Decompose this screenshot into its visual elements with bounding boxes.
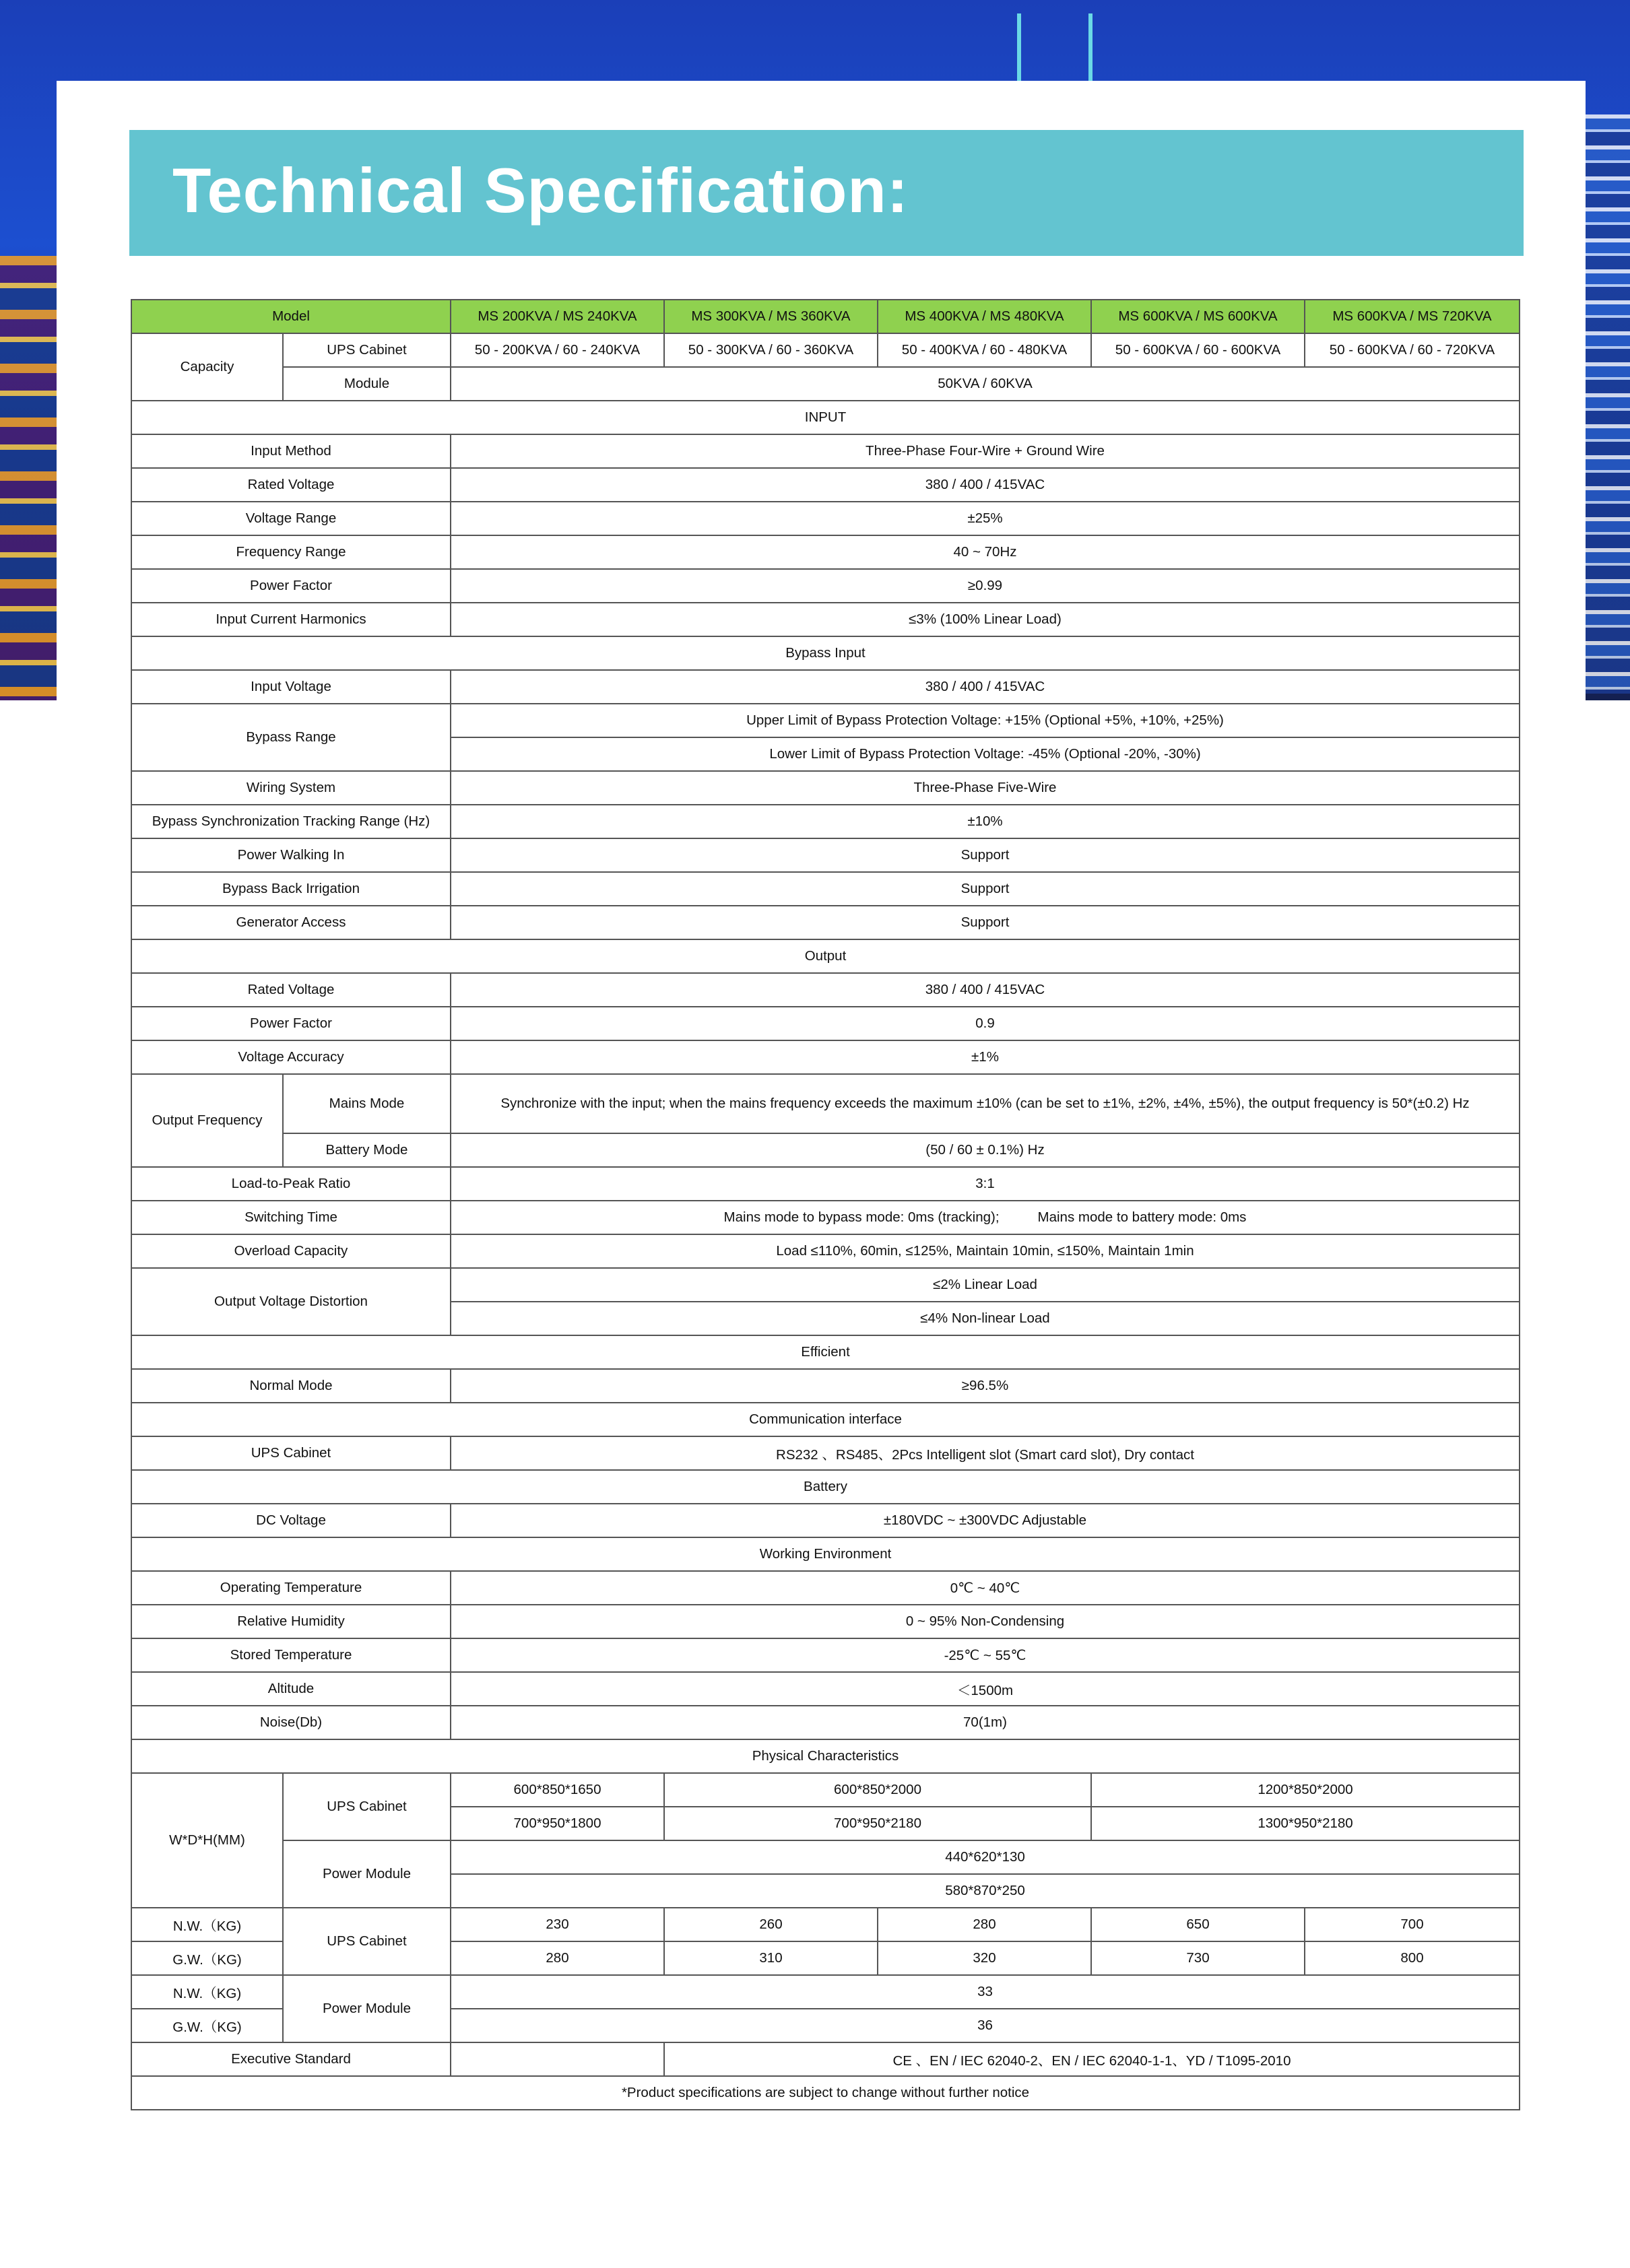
row-value: 650 — [1091, 1908, 1305, 1941]
table-row — [131, 838, 1520, 872]
row-value: 310 — [664, 1941, 878, 1975]
table-row — [131, 1672, 1520, 1706]
section-row — [131, 939, 1520, 973]
row-value: Support — [451, 872, 1520, 906]
row-label: Output Frequency — [131, 1074, 283, 1167]
table-row — [131, 1040, 1520, 1074]
row-value: 440*620*130 — [451, 1840, 1520, 1874]
section-row — [131, 401, 1520, 434]
row-sublabel: Mains Mode — [283, 1074, 451, 1133]
section-row — [131, 1403, 1520, 1436]
table-row — [131, 1234, 1520, 1268]
row-value: Lower Limit of Bypass Protection Voltage: -45% (Optional -20%, -30%) — [451, 737, 1520, 771]
row-sublabel: Power Module — [283, 1840, 451, 1908]
table-row — [131, 872, 1520, 906]
row-value: Three-Phase Five-Wire — [451, 771, 1520, 805]
row-label: Voltage Range — [131, 502, 451, 535]
table-row — [131, 805, 1520, 838]
section-row — [131, 636, 1520, 670]
table-row — [131, 333, 1520, 367]
row-value: 3:1 — [451, 1167, 1520, 1201]
row-label: UPS Cabinet — [131, 1436, 451, 1470]
row-label: G.W.（KG) — [131, 1941, 283, 1975]
empty-cell — [451, 2042, 664, 2076]
row-sublabel: Power Module — [283, 1975, 451, 2042]
table-row — [131, 535, 1520, 569]
table-row — [131, 603, 1520, 636]
table-header-row — [131, 300, 1520, 333]
row-value: 380 / 400 / 415VAC — [451, 670, 1520, 704]
table-row — [131, 569, 1520, 603]
capacity-value: 50 - 600KVA / 60 - 720KVA — [1305, 333, 1520, 367]
city-lights-right — [1579, 114, 1630, 694]
row-value: 1200*850*2000 — [1091, 1773, 1520, 1807]
bridge-tower — [1017, 13, 1093, 81]
section-row — [131, 1537, 1520, 1571]
row-value: 280 — [451, 1941, 664, 1975]
row-label: Rated Voltage — [131, 973, 451, 1007]
row-value: 70(1m) — [451, 1706, 1520, 1739]
section-output: Output — [131, 939, 1520, 973]
table-row — [131, 1773, 1520, 1807]
model-label: Model — [131, 300, 451, 333]
row-label: Wiring System — [131, 771, 451, 805]
table-row — [131, 2042, 1520, 2076]
model-name: MS 300KVA / MS 360KVA — [664, 300, 878, 333]
row-label: Output Voltage Distortion — [131, 1268, 451, 1335]
table-row — [131, 1201, 1520, 1234]
row-value: 700*950*1800 — [451, 1807, 664, 1840]
table-row — [131, 1268, 1520, 1302]
model-name: MS 400KVA / MS 480KVA — [878, 300, 1091, 333]
row-value: 280 — [878, 1908, 1091, 1941]
spec-table — [131, 299, 1520, 2110]
row-label: N.W.（KG) — [131, 1908, 283, 1941]
row-label: W*D*H(MM) — [131, 1773, 283, 1908]
table-row — [131, 1605, 1520, 1638]
row-value: (50 / 60 ± 0.1%) Hz — [451, 1133, 1520, 1167]
table-row — [131, 1436, 1520, 1470]
row-label: Power Factor — [131, 1007, 451, 1040]
section-working-environment: Working Environment — [131, 1537, 1520, 1571]
row-value: Synchronize with the input; when the mains frequency exceeds the maximum ±10% (can be set to ±1%, ±2%, ±4%, ±5%), the output frequency is 50*(±0.2) Hz — [451, 1074, 1520, 1133]
row-sublabel: Battery Mode — [283, 1133, 451, 1167]
city-lights-left — [0, 256, 57, 700]
row-value: 1300*950*2180 — [1091, 1807, 1520, 1840]
module-value: 50KVA / 60KVA — [451, 367, 1520, 401]
capacity-value: 50 - 300KVA / 60 - 360KVA — [664, 333, 878, 367]
table-row — [131, 906, 1520, 939]
table-row — [131, 502, 1520, 535]
section-input: INPUT — [131, 401, 1520, 434]
table-row — [131, 468, 1520, 502]
capacity-value: 50 - 600KVA / 60 - 600KVA — [1091, 333, 1305, 367]
row-value: 700 — [1305, 1908, 1520, 1941]
row-sublabel: UPS Cabinet — [283, 1908, 451, 1975]
row-label: N.W.（KG) — [131, 1975, 283, 2009]
row-value: 600*850*1650 — [451, 1773, 664, 1807]
row-label: Power Walking In — [131, 838, 451, 872]
row-label: Switching Time — [131, 1201, 451, 1234]
footnote-row — [131, 2076, 1520, 2110]
table-row — [131, 771, 1520, 805]
row-value: 260 — [664, 1908, 878, 1941]
row-label: Input Voltage — [131, 670, 451, 704]
row-label: Operating Temperature — [131, 1571, 451, 1605]
row-label: Bypass Back Irrigation — [131, 872, 451, 906]
table-row — [131, 1167, 1520, 1201]
table-row — [131, 1908, 1520, 1941]
table-row — [131, 1840, 1520, 1874]
row-value: Support — [451, 838, 1520, 872]
row-sublabel: UPS Cabinet — [283, 1773, 451, 1840]
row-value: -25℃ ~ 55℃ — [451, 1638, 1520, 1672]
row-value: RS232 、RS485、2Pcs Intelligent slot (Smart card slot), Dry contact — [451, 1436, 1520, 1470]
row-value: ≥96.5% — [451, 1369, 1520, 1403]
table-row — [131, 367, 1520, 401]
footnote: *Product specifications are subject to change without further notice — [131, 2076, 1520, 2110]
row-value: Upper Limit of Bypass Protection Voltage: +15% (Optional +5%, +10%, +25%) — [451, 704, 1520, 737]
capacity-value: 50 - 200KVA / 60 - 240KVA — [451, 333, 664, 367]
row-label: Altitude — [131, 1672, 451, 1706]
row-value: 600*850*2000 — [664, 1773, 1091, 1807]
row-value: Mains mode to bypass mode: 0ms (tracking); Mains mode to battery mode: 0ms — [451, 1201, 1520, 1234]
row-value: 0.9 — [451, 1007, 1520, 1040]
row-value: 230 — [451, 1908, 664, 1941]
row-value: ≥0.99 — [451, 569, 1520, 603]
table-row — [131, 704, 1520, 737]
row-value: 380 / 400 / 415VAC — [451, 973, 1520, 1007]
row-value: ＜1500m — [451, 1672, 1520, 1706]
row-label: Noise(Db) — [131, 1706, 451, 1739]
section-row — [131, 1739, 1520, 1773]
section-physical: Physical Characteristics — [131, 1739, 1520, 1773]
page-title: Technical Specification: — [172, 155, 909, 226]
section-efficient: Efficient — [131, 1335, 1520, 1369]
row-label: Input Current Harmonics — [131, 603, 451, 636]
row-label: G.W.（KG) — [131, 2009, 283, 2042]
row-label: Rated Voltage — [131, 468, 451, 502]
table-row — [131, 1571, 1520, 1605]
row-value: ±25% — [451, 502, 1520, 535]
table-row — [131, 1133, 1520, 1167]
row-value: 320 — [878, 1941, 1091, 1975]
table-row — [131, 1504, 1520, 1537]
row-value: Three-Phase Four-Wire + Ground Wire — [451, 434, 1520, 468]
model-name: MS 600KVA / MS 720KVA — [1305, 300, 1520, 333]
row-value: 580*870*250 — [451, 1874, 1520, 1908]
row-label: Bypass Range — [131, 704, 451, 771]
table-row — [131, 1706, 1520, 1739]
row-label: Voltage Accuracy — [131, 1040, 451, 1074]
table-row — [131, 1638, 1520, 1672]
table-row — [131, 1074, 1520, 1133]
section-row — [131, 1335, 1520, 1369]
row-label: Load-to-Peak Ratio — [131, 1167, 451, 1201]
ups-cabinet-label: UPS Cabinet — [283, 333, 451, 367]
model-name: MS 200KVA / MS 240KVA — [451, 300, 664, 333]
row-value: ≤3% (100% Linear Load) — [451, 603, 1520, 636]
row-value: 380 / 400 / 415VAC — [451, 468, 1520, 502]
table-row — [131, 973, 1520, 1007]
table-row — [131, 1369, 1520, 1403]
row-value: Load ≤110%, 60min, ≤125%, Maintain 10min, ≤150%, Maintain 1min — [451, 1234, 1520, 1268]
row-label: Frequency Range — [131, 535, 451, 569]
table-row — [131, 670, 1520, 704]
row-value: ±180VDC ~ ±300VDC Adjustable — [451, 1504, 1520, 1537]
row-value: Support — [451, 906, 1520, 939]
row-value: ≤4% Non-linear Load — [451, 1302, 1520, 1335]
row-label: Input Method — [131, 434, 451, 468]
row-value: 700*950*2180 — [664, 1807, 1091, 1840]
row-label: DC Voltage — [131, 1504, 451, 1537]
model-name: MS 600KVA / MS 600KVA — [1091, 300, 1305, 333]
row-value: ±1% — [451, 1040, 1520, 1074]
capacity-value: 50 - 400KVA / 60 - 480KVA — [878, 333, 1091, 367]
row-label: Bypass Synchronization Tracking Range (Hz) — [131, 805, 451, 838]
row-label: Relative Humidity — [131, 1605, 451, 1638]
table-row — [131, 1007, 1520, 1040]
row-value: 0℃ ~ 40℃ — [451, 1571, 1520, 1605]
capacity-label: Capacity — [131, 333, 283, 401]
section-row — [131, 1470, 1520, 1504]
row-value: 800 — [1305, 1941, 1520, 1975]
section-bypass-input: Bypass Input — [131, 636, 1520, 670]
row-label: Executive Standard — [131, 2042, 451, 2076]
table-row — [131, 1975, 1520, 2009]
row-value: ≤2% Linear Load — [451, 1268, 1520, 1302]
row-label: Power Factor — [131, 569, 451, 603]
table-row — [131, 434, 1520, 468]
row-value: 730 — [1091, 1941, 1305, 1975]
row-value: CE 、EN / IEC 62040-2、EN / IEC 62040-1-1、YD / T1095-2010 — [664, 2042, 1520, 2076]
row-value: ±10% — [451, 805, 1520, 838]
row-label: Overload Capacity — [131, 1234, 451, 1268]
row-value: 36 — [451, 2009, 1520, 2042]
module-label: Module — [283, 367, 451, 401]
row-value: 33 — [451, 1975, 1520, 2009]
title-banner — [129, 130, 1524, 256]
row-label: Normal Mode — [131, 1369, 451, 1403]
row-value: 40 ~ 70Hz — [451, 535, 1520, 569]
row-label: Stored Temperature — [131, 1638, 451, 1672]
section-communication: Communication interface — [131, 1403, 1520, 1436]
section-battery: Battery — [131, 1470, 1520, 1504]
row-value: 0 ~ 95% Non-Condensing — [451, 1605, 1520, 1638]
row-label: Generator Access — [131, 906, 451, 939]
